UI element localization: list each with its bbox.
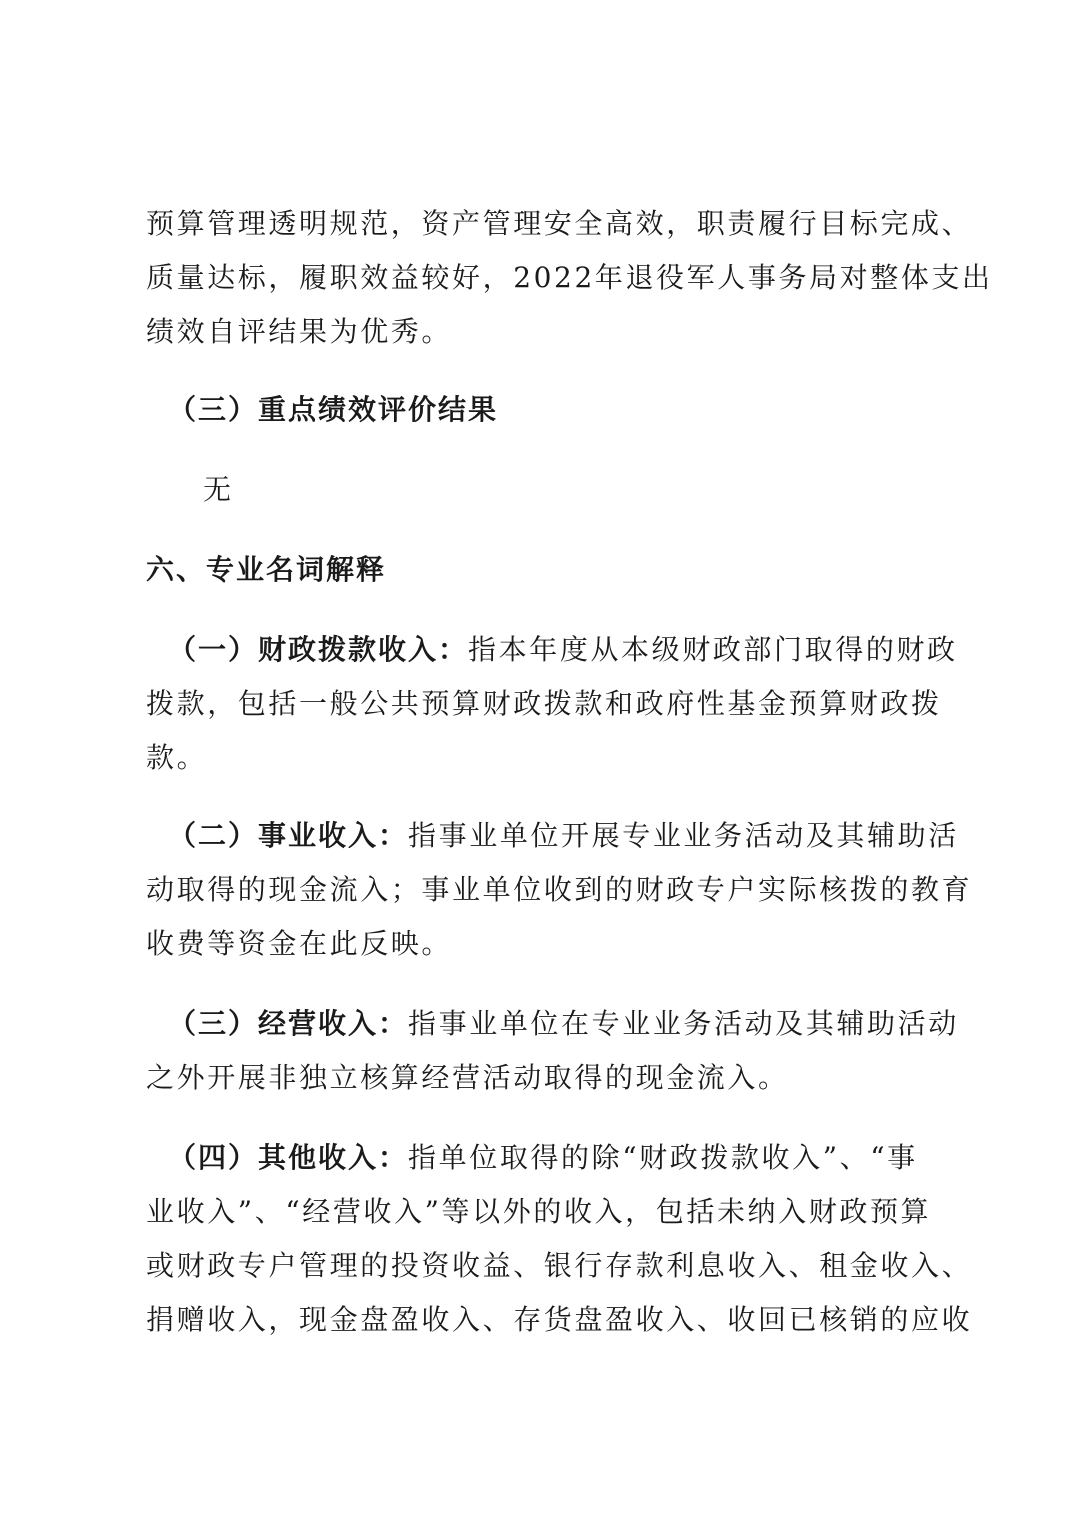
term-1-label: （一）财政拨款收入： <box>168 633 469 666</box>
term-3-text: 指事业单位在专业业务活动及其辅助活动 <box>408 1007 959 1040</box>
summary-line-1: 预算管理透明规范，资产管理安全高效，职责履行目标完成、 <box>146 207 973 240</box>
term-4-label: （四）其他收入： <box>168 1141 409 1174</box>
term-2-line-1 <box>168 816 959 856</box>
summary-line-3: 绩效自评结果为优秀。 <box>146 315 453 348</box>
term-4-line-4: 捐赠收入，现金盘盈收入、存货盘盈收入、收回已核销的应收 <box>146 1303 973 1336</box>
term-1-line-3: 款。 <box>146 741 208 774</box>
section-6-heading: 六、专业名词解释 <box>146 553 387 586</box>
term-4-line-2: 业收入”、“经营收入”等以外的收入，包括未纳入财政预算 <box>146 1195 932 1228</box>
summary-line-2: 质量达标，履职效益较好，2022年退役军人事务局对整体支出 <box>146 261 993 294</box>
term-2-text: 指事业单位开展专业业务活动及其辅助活 <box>408 819 959 852</box>
term-3-line-1 <box>168 1004 959 1044</box>
section-3-body: 无 <box>203 473 234 506</box>
term-1-line-2: 拨款，包括一般公共预算财政拨款和政府性基金预算财政拨 <box>146 687 942 720</box>
term-2-label: （二）事业收入： <box>168 819 409 852</box>
term-1-line-1 <box>168 630 958 670</box>
term-4-line-1 <box>168 1138 918 1178</box>
term-2-line-3: 收费等资金在此反映。 <box>146 927 453 960</box>
term-1-text: 指本年度从本级财政部门取得的财政 <box>468 633 958 666</box>
term-2-line-2: 动取得的现金流入；事业单位收到的财政专户实际核拨的教育 <box>146 873 973 906</box>
term-4-text: 指单位取得的除“财政拨款收入”、“事 <box>408 1141 918 1174</box>
section-3-heading: （三）重点绩效评价结果 <box>168 393 499 426</box>
term-4-line-3: 或财政专户管理的投资收益、银行存款利息收入、租金收入、 <box>146 1249 973 1282</box>
term-3-label: （三）经营收入： <box>168 1007 409 1040</box>
term-3-line-2: 之外开展非独立核算经营活动取得的现金流入。 <box>146 1061 789 1094</box>
